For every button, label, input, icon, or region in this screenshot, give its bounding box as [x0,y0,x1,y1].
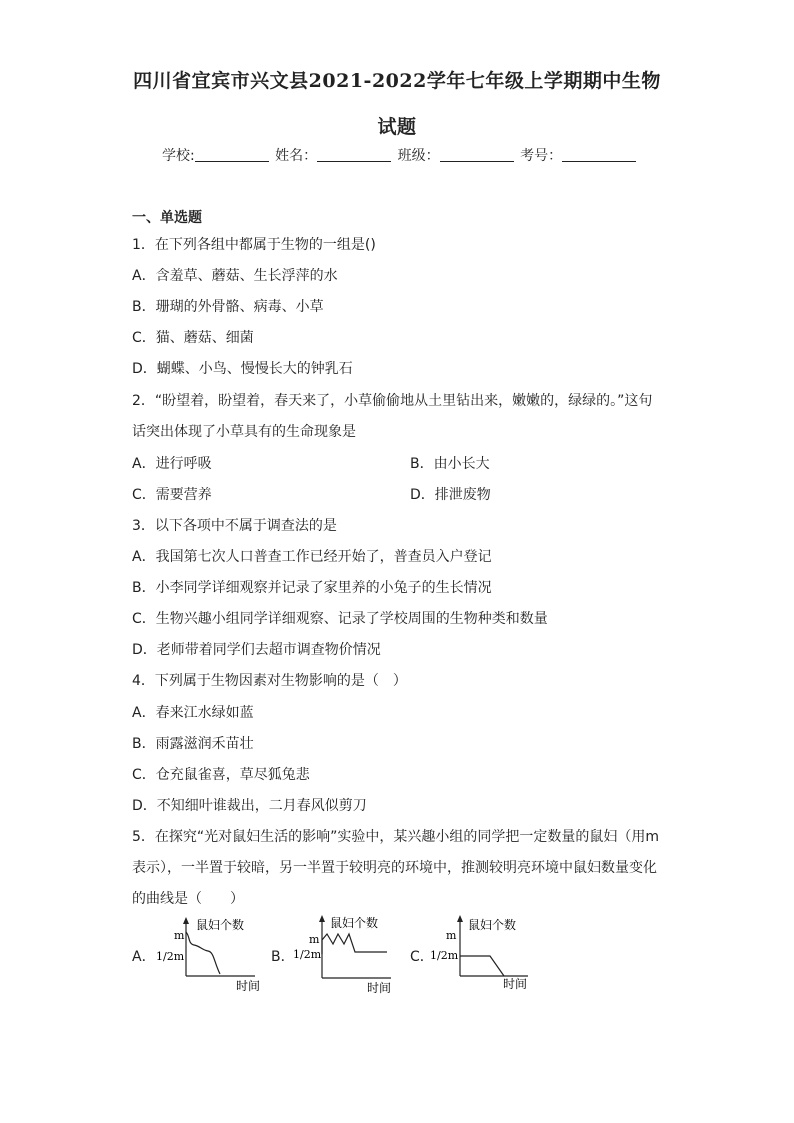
student-info-row [162,145,638,165]
name-blank[interactable] [317,147,391,162]
y-axis-arrow [319,915,325,922]
curve-a [186,932,220,974]
q4-stem: 4．下列属于生物因素对生物影响的是（ ） [132,673,407,689]
q2-option-b[interactable]: B．由小长大 [410,456,490,472]
y-axis-arrow [457,915,463,922]
paper-title-line2: 试题 [377,116,417,138]
half-m-tick-label: 1/2m [156,950,185,963]
q5-graph-a[interactable] [150,912,270,994]
q5-graph-c[interactable] [428,912,548,994]
q2-option-c[interactable]: C．需要营养 [132,487,212,503]
curve-b [322,934,387,954]
q4-option-c[interactable]: C．仓充鼠雀喜，草尽狐兔悲 [132,767,310,783]
q1-stem: 1．在下列各组中都属于生物的一组是() [132,237,376,253]
m-tick-label: m [309,933,320,946]
paper-title-line1: 四川省宜宾市兴文县2021-2022学年七年级上学期期中生物 [133,70,661,92]
q2-option-a[interactable]: A．进行呼吸 [132,456,212,472]
q4-option-b[interactable]: B．雨露滋润禾苗壮 [132,736,254,752]
q5-option-a-label[interactable]: A． [132,949,156,965]
q5-option-c-label[interactable]: C． [410,949,434,965]
name-label: 姓名： [275,148,318,164]
q5-stem-line2: 表示），一半置于较暗，另一半置于较明亮的环境中，推测较明亮环境中鼠妇数量变化 [132,860,657,876]
section-heading: 一、单选题 [132,210,202,226]
q5-option-b-label[interactable]: B． [271,949,295,965]
m-tick-label: m [174,929,185,942]
x-axis-title: 时间 [367,981,392,995]
q3-option-c[interactable]: C．生物兴趣小组同学详细观察、记录了学校周围的生物种类和数量 [132,611,548,627]
q4-option-a[interactable]: A．春来江水绿如蓝 [132,705,254,721]
q3-stem: 3．以下各项中不属于调查法的是 [132,518,337,534]
q4-option-d[interactable]: D．不知细叶谁裁出，二月春风似剪刀 [132,798,367,814]
x-axis-title: 时间 [236,979,261,993]
half-m-tick-label: 1/2m [430,949,459,962]
m-tick-label: m [446,929,457,942]
class-label: 班级： [397,148,440,164]
q3-option-a[interactable]: A．我国第七次人口普查工作已经开始了，普查员入户登记 [132,549,492,565]
y-axis-title: 鼠妇个数 [330,916,379,930]
q2-option-d[interactable]: D．排泄废物 [410,487,491,503]
q2-stem-line1: 2．“盼望着，盼望着，春天来了，小草偷偷地从土里钻出来，嫩嫩的，绿绿的。”这句 [132,393,653,409]
q5-stem-line1: 5．在探究“光对鼠妇生活的影响”实验中，某兴趣小组的同学把一定数量的鼠妇（用m [132,829,660,845]
q1-option-c[interactable]: C．猫、蘑菇、细菌 [132,330,254,346]
curve-c [460,956,504,976]
half-m-tick-label: 1/2m [293,948,322,961]
y-axis-arrow [183,917,189,924]
number-label: 考号： [520,148,563,164]
q3-option-d[interactable]: D．老师带着同学们去超市调查物价情况 [132,642,381,658]
school-blank[interactable] [195,147,269,162]
class-blank[interactable] [440,147,514,162]
q3-option-b[interactable]: B．小李同学详细观察并记录了家里养的小兔子的生长情况 [132,580,492,596]
q5-graph-b[interactable] [289,912,409,996]
q1-option-b[interactable]: B．珊瑚的外骨骼、病毒、小草 [132,299,324,315]
q1-option-a[interactable]: A．含羞草、蘑菇、生长浮萍的水 [132,268,338,284]
q5-stem-line3: 的曲线是（ ） [132,891,244,907]
number-blank[interactable] [562,147,636,162]
school-label: 学校: [162,148,195,164]
y-axis-title: 鼠妇个数 [468,918,517,932]
q1-option-d[interactable]: D．蝴蝶、小鸟、慢慢长大的钟乳石 [132,361,353,377]
y-axis-title: 鼠妇个数 [196,918,245,932]
x-axis-title: 时间 [503,977,528,991]
q2-stem-line2: 话突出体现了小草具有的生命现象是 [132,424,356,440]
